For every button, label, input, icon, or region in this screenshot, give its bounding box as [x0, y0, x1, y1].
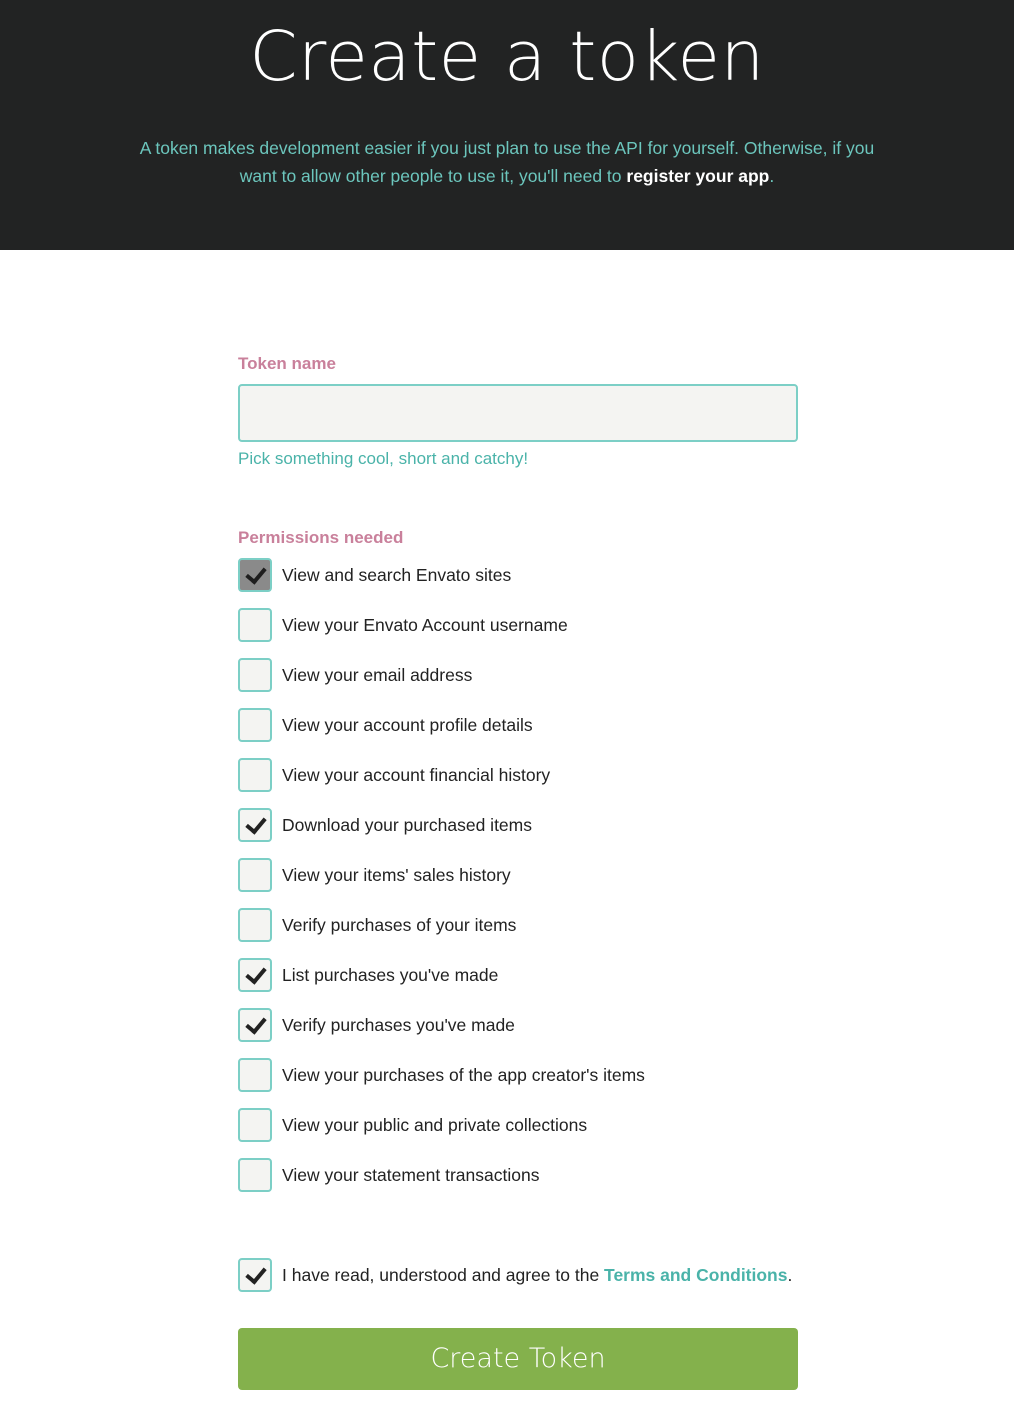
intro-text-end: . [769, 166, 775, 186]
permission-checkbox[interactable] [238, 1008, 272, 1042]
permission-label: View and search Envato sites [282, 564, 512, 585]
permission-item [238, 1158, 798, 1192]
permission-item [238, 758, 798, 792]
permission-label: List purchases you've made [282, 964, 499, 985]
permission-checkbox[interactable] [238, 1108, 272, 1142]
permission-label: Verify purchases of your items [282, 914, 517, 935]
page-title: Create a token [249, 17, 765, 97]
permission-checkbox[interactable] [238, 908, 272, 942]
permission-checkbox[interactable] [238, 1058, 272, 1092]
permission-checkbox[interactable] [238, 1158, 272, 1192]
terms-checkbox[interactable] [238, 1258, 272, 1292]
permission-item [238, 1008, 798, 1042]
permission-label: View your email address [282, 664, 473, 685]
permission-item [238, 858, 798, 892]
intro-text [130, 134, 884, 190]
token-name-label: Token name [238, 354, 336, 373]
terms-text: I have read, understood and agree to the [282, 1264, 605, 1285]
permission-item [238, 608, 798, 642]
permission-item [238, 1108, 798, 1142]
terms-end: . [787, 1264, 793, 1285]
create-token-button[interactable]: Create Token [238, 1328, 798, 1390]
permission-checkbox[interactable] [238, 808, 272, 842]
permission-label: Download your purchased items [282, 814, 532, 835]
terms-label [282, 1265, 792, 1286]
permission-item [238, 958, 798, 992]
permission-item [238, 1058, 798, 1092]
permission-label: Verify purchases you've made [282, 1014, 515, 1035]
permission-item [238, 908, 798, 942]
token-name-input[interactable] [238, 384, 798, 442]
token-name-hint: Pick something cool, short and catchy! [238, 449, 529, 468]
permission-checkbox [238, 558, 272, 592]
terms-row [238, 1258, 798, 1292]
permission-item [238, 808, 798, 842]
register-app-link[interactable]: register your app [626, 166, 770, 186]
permission-checkbox[interactable] [238, 608, 272, 642]
permission-label: View your statement transactions [282, 1164, 540, 1185]
permission-label: View your account financial history [282, 764, 551, 785]
page-header [0, 0, 1014, 250]
permission-label: View your items' sales history [282, 864, 511, 885]
permission-label: View your public and private collections [282, 1114, 588, 1135]
permission-item [238, 558, 798, 592]
permission-checkbox[interactable] [238, 858, 272, 892]
intro-text-body: A token makes development easier if you just plan to use the API for yourself. Otherwise, if you want to allow other people to use it, you'll need to [139, 138, 875, 186]
permissions-label: Permissions needed [238, 528, 404, 547]
permission-checkbox[interactable] [238, 708, 272, 742]
permission-label: View your purchases of the app creator's items [282, 1064, 645, 1085]
permission-label: View your Envato Account username [282, 614, 568, 635]
permission-checkbox[interactable] [238, 758, 272, 792]
permission-item [238, 708, 798, 742]
permission-checkbox[interactable] [238, 658, 272, 692]
terms-link[interactable]: Terms and Conditions [604, 1264, 788, 1285]
permission-label: View your account profile details [282, 714, 533, 735]
permission-checkbox[interactable] [238, 958, 272, 992]
permission-item [238, 658, 798, 692]
